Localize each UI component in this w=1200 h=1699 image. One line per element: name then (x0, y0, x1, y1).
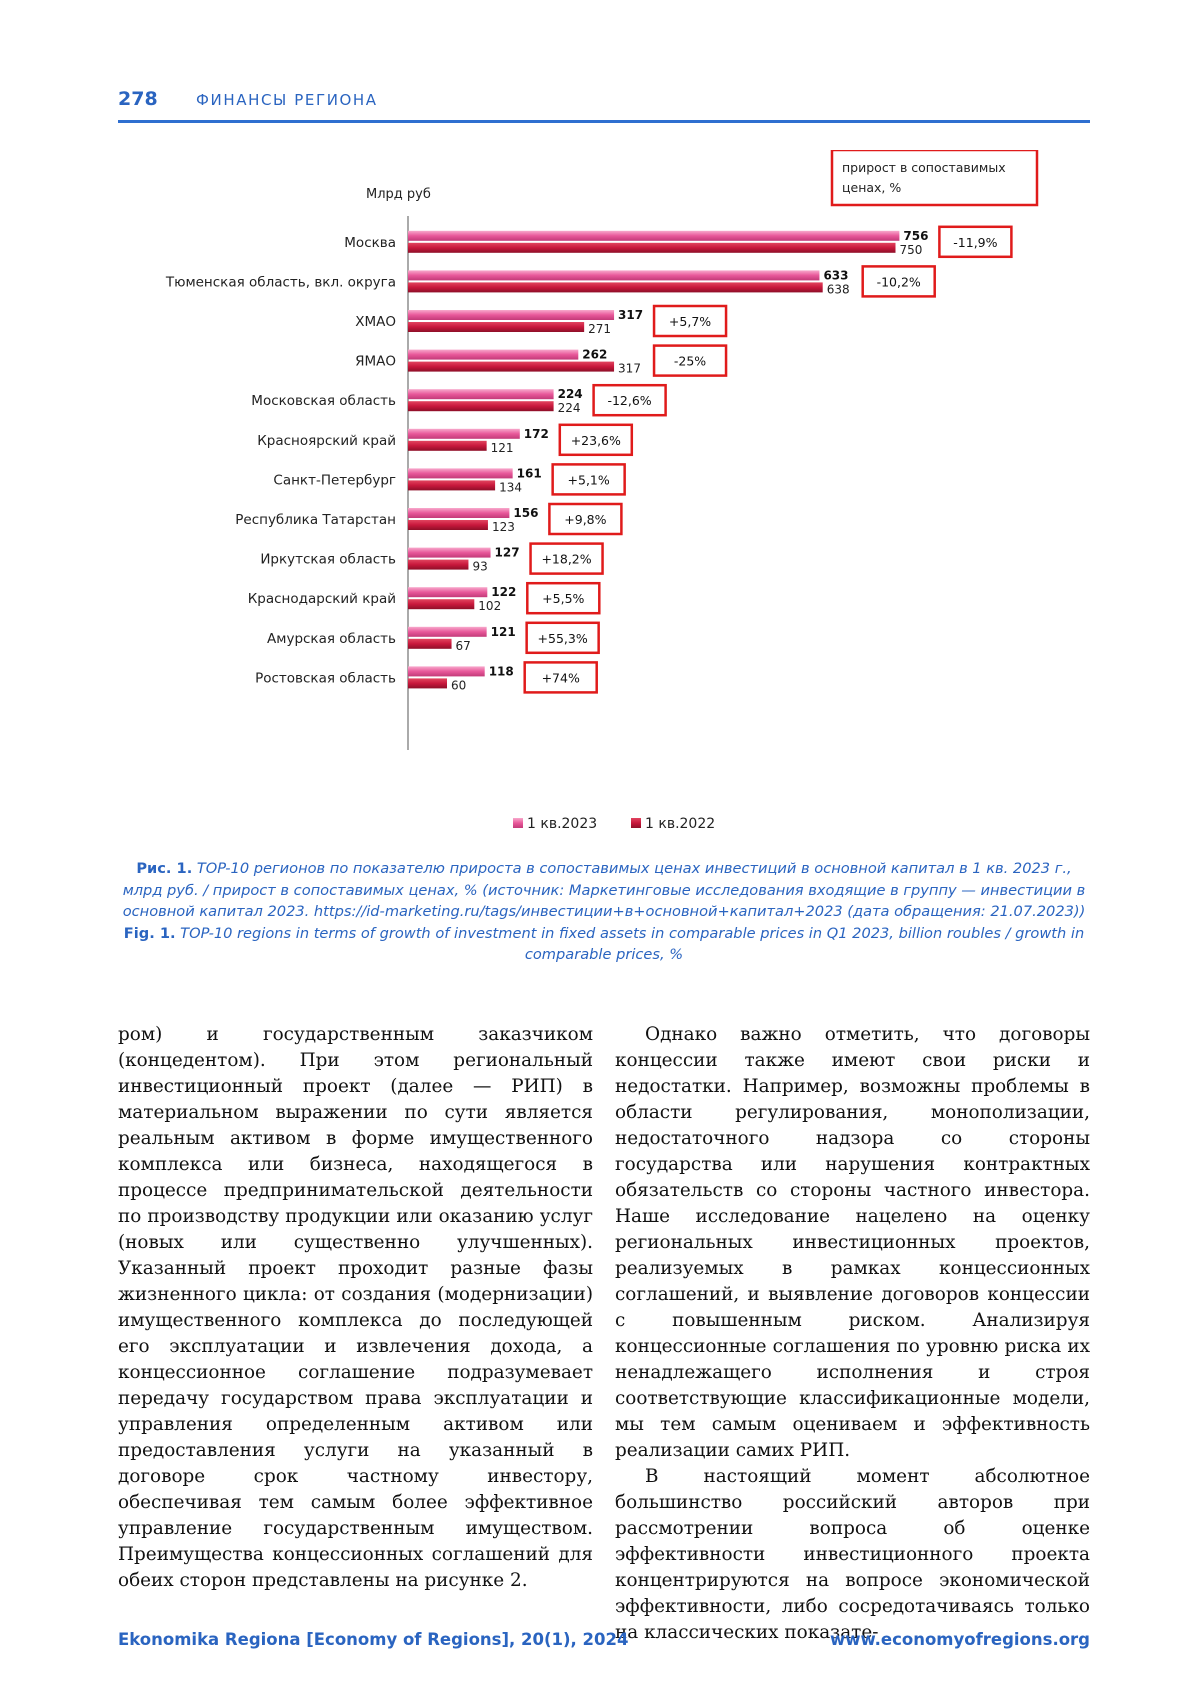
bar-2022 (408, 480, 495, 490)
category-label: Амурская область (267, 630, 396, 647)
footer-website[interactable]: www.economyofregions.org (829, 1630, 1090, 1649)
bar-2023 (408, 508, 509, 518)
value-label-2023: 121 (490, 624, 516, 639)
value-label-2023: 224 (557, 387, 583, 402)
bar-2023 (408, 548, 491, 558)
value-label-2022: 638 (826, 282, 850, 297)
legend-label-2023: 1 кв.2023 (527, 816, 598, 832)
running-title: ФИНАНСЫ РЕГИОНА (196, 91, 378, 109)
caption-ru-text: TOP-10 регионов по показателю прироста в сопоставимых ценах инвестиций в основной капитал в 1 кв. 2023 г., млрд руб. / прирост в сопоставимых ценах, % (источник: Маркетинговые исследования входящие в группу — инвестиции в основной капитал 2023. https://id-marketing.ru/tags/инвестиции+в+основной+капитал+2023 (дата обращения: 21.07.2023)) (122, 860, 1086, 920)
bar-2023 (408, 389, 554, 399)
bar-2022 (408, 322, 584, 332)
growth-label: +9,8% (564, 512, 607, 527)
bar-2023 (408, 666, 485, 676)
bar-2022 (408, 599, 474, 609)
bar-2022 (408, 520, 488, 530)
value-label-2023: 161 (516, 466, 542, 481)
category-label: Москва (344, 234, 396, 251)
value-label-2023: 127 (494, 545, 520, 560)
body-column-right (615, 1022, 1090, 1646)
growth-label: -11,9% (953, 234, 998, 250)
page-number: 278 (118, 88, 158, 110)
growth-label: +5,5% (542, 591, 585, 607)
category-label: Ростовская область (255, 670, 396, 687)
growth-header-line2: ценах, % (842, 180, 902, 195)
figure-caption (118, 858, 1090, 966)
bar-2023 (408, 587, 487, 597)
value-label-2022: 102 (478, 599, 502, 614)
bar-2022 (408, 362, 614, 372)
unit-label: Млрд руб (366, 187, 431, 202)
body-column-left (118, 1022, 593, 1594)
figure-1 (118, 150, 1090, 850)
value-label-2022: 271 (588, 322, 612, 336)
value-label-2023: 118 (488, 664, 514, 679)
category-label: Санкт-Петербург (273, 472, 396, 489)
bar-2023 (408, 270, 819, 280)
bar-2022 (408, 441, 487, 451)
growth-label: +5,7% (668, 314, 712, 329)
growth-label: +74% (541, 670, 580, 686)
category-label: Тюменская область, вкл. округа (165, 274, 396, 291)
bar-2023 (408, 310, 614, 320)
growth-label: +5,1% (567, 472, 610, 488)
value-label-2022: 60 (451, 678, 467, 693)
legend-swatch-2023 (513, 818, 523, 828)
growth-label: -12,6% (607, 393, 652, 409)
growth-label: -10,2% (876, 274, 921, 290)
value-label-2023: 172 (523, 426, 549, 441)
caption-en-text: TOP-10 regions in terms of growth of investment in fixed assets in comparable prices in Q1 2023, billion roubles / growth in comparable prices, % (180, 924, 1085, 963)
bar-2023 (408, 429, 520, 439)
bar-2022 (408, 401, 554, 411)
bar-2022 (408, 282, 823, 292)
bar-2023 (408, 350, 578, 360)
bar-2022 (408, 560, 468, 570)
category-label: Краснодарский край (247, 591, 396, 608)
body-paragraph: Однако важно отметить, что договоры концессии также имеют свои риски и недостатки. Например, возможны проблемы в области регулирования, монополизации, недостаточного надзора со стороны государства или нарушения контрактных обязательств со стороны частного инвестора. Наше исследование нацелено на оценку региональных инвестиционных проектов, реализуемых в рамках концессионных соглашений, и выявление договоров концессии с повышенным риском. Анализируя концессионные соглашения по уровню риска их ненадлежащего исполнения и строя соответствующие классификационные модели, мы тем самым оцениваем и эффективность реализации самих РИП. (615, 1024, 1090, 1461)
growth-label: -25% (673, 353, 707, 369)
legend-swatch-2022 (631, 818, 641, 828)
legend-label-2022: 1 кв.2022 (645, 816, 716, 832)
value-label-2023: 633 (823, 268, 849, 283)
value-label-2022: 123 (491, 520, 515, 534)
page-header (118, 84, 1090, 123)
growth-header-box (832, 150, 1037, 205)
bar-2023 (408, 231, 899, 241)
value-label-2023: 122 (491, 585, 517, 600)
bar-2022 (408, 639, 452, 649)
growth-label: +18,2% (541, 551, 592, 567)
category-label: Иркутская область (260, 551, 396, 568)
bar-chart (118, 150, 1090, 850)
value-label-2023: 317 (618, 308, 644, 322)
caption-ru-label: Рис. 1. (136, 860, 193, 877)
growth-label: +55,3% (537, 630, 588, 646)
value-label-2022: 224 (557, 401, 581, 416)
bar-2022 (408, 243, 896, 253)
bar-2023 (408, 468, 513, 478)
growth-header-line1: прирост в сопоставимых (842, 160, 1006, 175)
body-paragraph: В настоящий момент абсолютное большинство российский авторов при рассмотрении вопроса об оценке эффективности инвестиционного проекта концентрируются на вопросе экономической эффективности, либо сосредотачиваясь только на классических показате- (615, 1466, 1090, 1643)
value-label-2022: 67 (455, 638, 471, 653)
caption-en (118, 923, 1090, 966)
category-label: ЯМАО (355, 353, 396, 370)
value-label-2023: 756 (903, 228, 929, 243)
category-label: Республика Татарстан (235, 512, 396, 528)
value-label-2022: 121 (490, 440, 514, 455)
caption-en-label: Fig. 1. (123, 924, 176, 942)
category-label: ХМАО (355, 314, 396, 330)
category-label: Московская область (251, 393, 396, 410)
value-label-2023: 156 (513, 506, 539, 520)
value-label-2022: 93 (472, 559, 488, 574)
value-label-2022: 750 (899, 242, 923, 257)
footer-journal: Ekonomika Regiona [Economy of Regions], 20(1), 2024 (118, 1630, 629, 1649)
growth-label: +23,6% (570, 432, 621, 448)
bar-2022 (408, 678, 447, 688)
body-paragraph: ром) и государственным заказчиком (концедентом). При этом региональный инвестиционный проект (далее — РИП) в материальном выражении по сути является реальным активом в форме имущественного комплекса или бизнеса, находящегося в процессе предпринимательской деятельности по производству продукции или оказанию услуг (новых или существенно улучшенных). Указанный проект проходит разные фазы жизненного цикла: от создания (модернизации) имущественного комплекса до последующей его эксплуатации и извлечения дохода, а концессионное соглашение подразумевает передачу государством права эксплуатации и управления определенным активом или предоставления услуги на указанный в договоре срок частному инвестору, обеспечивая тем самым более эффективное управление государственным имуществом. Преимущества концессионных соглашений для обеих сторон представлены на рисунке 2. (118, 1024, 593, 1591)
value-label-2022: 317 (618, 361, 641, 376)
value-label-2022: 134 (499, 480, 523, 495)
caption-ru (118, 858, 1090, 923)
value-label-2023: 262 (582, 347, 608, 362)
bar-2023 (408, 627, 487, 637)
category-label: Красноярский край (257, 432, 396, 449)
